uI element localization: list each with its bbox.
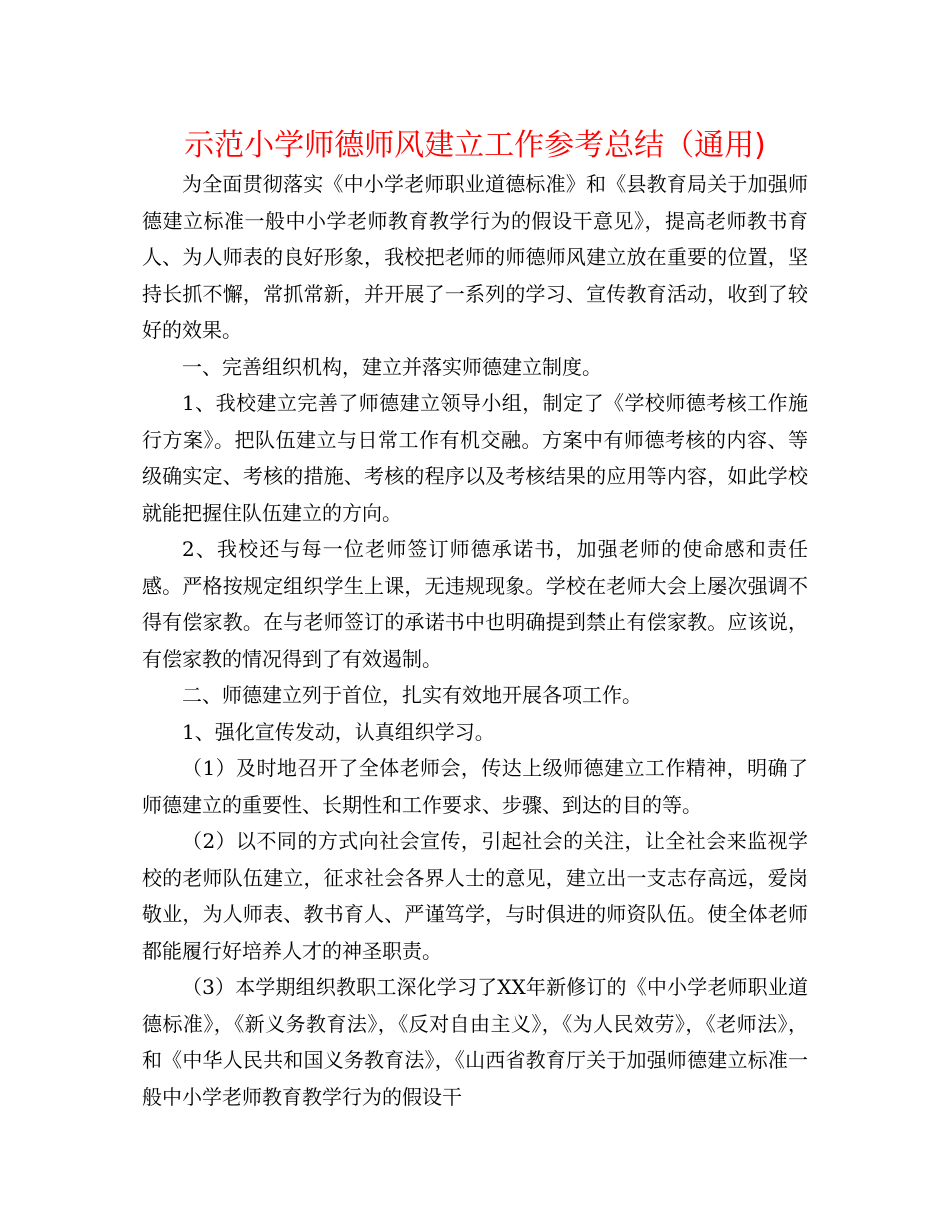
document-body (142, 166, 808, 1115)
heading-section-2: 二、师德建立列于首位，扎实有效地开展各项工作。 (182, 683, 642, 707)
paragraph-intro: 为全面贯彻落实《中小学老师职业道德标准》和《县教育局关于加强师德建立标准一般中小学老师教育教学行为的假设干意见》，提高老师教书育人、为人师表的良好形象，我校把老师的师德师风建立放在重要的位置，坚持长抓不懈，常抓常新，并开展了一系列的学习、宣传教育活动，收到了较好的效果。 (142, 172, 808, 342)
paragraph-1-2: 2、我校还与每一位老师签订师德承诺书，加强老师的使命感和责任感。严格按规定组织学生上课，无违规现象。学校在老师大会上屡次强调不得有偿家教。在与老师签订的承诺书中也明确提到禁止有偿家教。应该说，有偿家教的情况得到了有效遏制。 (142, 537, 808, 671)
subheading-2-1: 1、强化宣传发动，认真组织学习。 (182, 719, 495, 744)
paragraph-1-1: 1、我校建立完善了师德建立领导小组，制定了《学校师德考核工作施行方案》。把队伍建立与日常工作有机交融。方案中有师德考核的内容、等级确实定、考核的措施、考核的程序以及考核结果的应用等内容，如此学校就能把握住队伍建立的方向。 (142, 391, 808, 525)
paragraph-2-1-1: （1）及时地召开了全体老师会，传达上级师德建立工作精神，明确了师德建立的重要性、长期性和工作要求、步骤、到达的目的等。 (142, 756, 808, 817)
paragraph-2-1-2: （2）以不同的方式向社会宣传，引起社会的关注，让全社会来监视学校的老师队伍建立，征求社会各界人士的意见，建立出一支志存高远，爱岗敬业，为人师表、教书育人、严谨笃学，与时俱进的师资队伍。使全体老师都能履行好培养人才的神圣职责。 (142, 829, 808, 963)
document-title: 示范小学师德师风建立工作参考总结（通用) (184, 128, 766, 163)
heading-section-1: 一、完善组织机构，建立并落实师德建立制度。 (182, 354, 602, 379)
paragraph-2-1-3: （3）本学期组织教职工深化学习了XX年新修订的《中小学老师职业道德标准》，《新义务教育法》，《反对自由主义》，《为人民效劳》，《老师法》，和《中华人民共和国义务教育法》，《山西省教育厅关于加强师德建立标准一般中小学老师教育教学行为的假设干 (142, 975, 808, 1109)
